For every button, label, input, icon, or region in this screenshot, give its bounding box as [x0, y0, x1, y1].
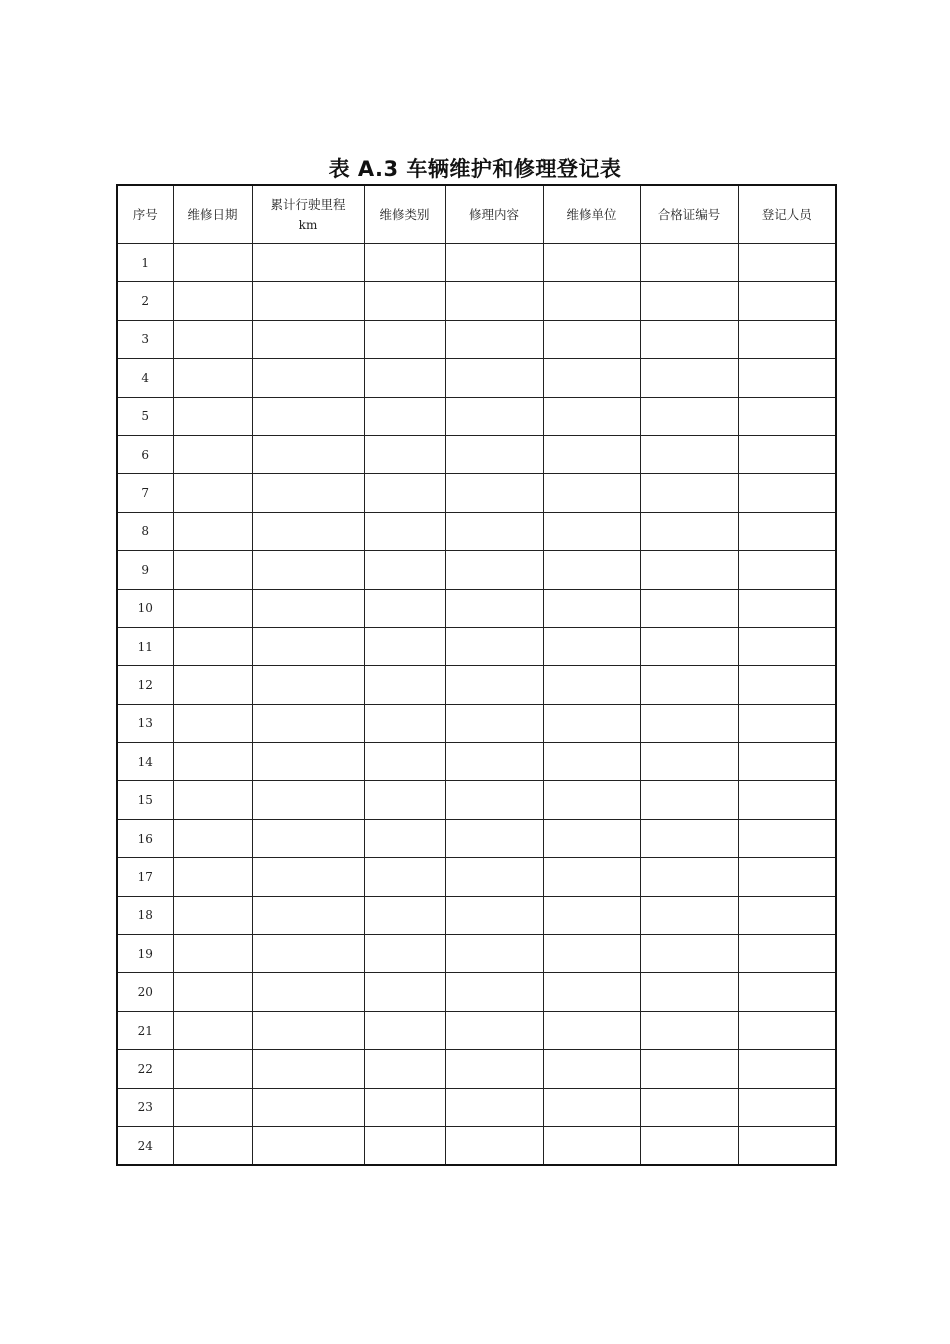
repair-unit-cell[interactable]: [543, 474, 640, 512]
repair-date-cell[interactable]: [173, 935, 252, 973]
header-cumulative-mileage-label: 累计行驶里程: [270, 196, 346, 212]
mileage-cell[interactable]: [252, 819, 364, 857]
table-row: [117, 743, 836, 781]
repair-content-cell[interactable]: [445, 627, 543, 665]
table-row: [117, 1088, 836, 1126]
repair-content-cell[interactable]: [445, 858, 543, 896]
registrar-cell[interactable]: [738, 435, 836, 473]
header-row: [117, 185, 836, 244]
repair-date-cell[interactable]: [173, 474, 252, 512]
repair-content-cell[interactable]: [445, 551, 543, 589]
page-title: 表 A.3 车辆维护和修理登记表: [328, 157, 622, 181]
repair-category-cell[interactable]: [364, 666, 445, 704]
row-number: 24: [117, 1126, 173, 1165]
repair-unit-cell[interactable]: [543, 1126, 640, 1165]
header-cumulative-mileage: [252, 185, 364, 244]
repair-content-cell[interactable]: [445, 1088, 543, 1126]
row-number: 21: [117, 1011, 173, 1049]
repair-unit-cell[interactable]: [543, 320, 640, 358]
mileage-cell[interactable]: [252, 282, 364, 320]
repair-date-cell[interactable]: [173, 1126, 252, 1165]
registrar-cell[interactable]: [738, 1126, 836, 1165]
repair-date-cell[interactable]: [173, 359, 252, 397]
repair-unit-cell[interactable]: [543, 1088, 640, 1126]
repair-content-cell[interactable]: [445, 973, 543, 1011]
mileage-cell[interactable]: [252, 858, 364, 896]
registrar-cell[interactable]: [738, 935, 836, 973]
repair-category-cell[interactable]: [364, 858, 445, 896]
table-body: [117, 244, 836, 1166]
registrar-cell[interactable]: [738, 1011, 836, 1049]
repair-unit-cell[interactable]: [543, 627, 640, 665]
repair-unit-cell[interactable]: [543, 282, 640, 320]
repair-category-cell[interactable]: [364, 282, 445, 320]
table-row: [117, 512, 836, 550]
table-row: [117, 704, 836, 742]
table-row: [117, 435, 836, 473]
certificate-number-cell[interactable]: [640, 819, 738, 857]
header-repair-content: 修理内容: [445, 185, 543, 244]
repair-category-cell[interactable]: [364, 704, 445, 742]
row-number: 6: [117, 435, 173, 473]
repair-unit-cell[interactable]: [543, 1050, 640, 1088]
repair-category-cell[interactable]: [364, 627, 445, 665]
certificate-number-cell[interactable]: [640, 244, 738, 282]
repair-category-cell[interactable]: [364, 781, 445, 819]
table-row: [117, 359, 836, 397]
registrar-cell[interactable]: [738, 1088, 836, 1126]
repair-date-cell[interactable]: [173, 551, 252, 589]
row-number: 2: [117, 282, 173, 320]
table-row: [117, 244, 836, 282]
table-row: [117, 896, 836, 934]
certificate-number-cell[interactable]: [640, 704, 738, 742]
certificate-number-cell[interactable]: [640, 1088, 738, 1126]
certificate-number-cell[interactable]: [640, 589, 738, 627]
header-repair-date: 维修日期: [173, 185, 252, 244]
table-row: [117, 282, 836, 320]
registrar-cell[interactable]: [738, 896, 836, 934]
repair-date-cell[interactable]: [173, 589, 252, 627]
repair-category-cell[interactable]: [364, 512, 445, 550]
row-number: 10: [117, 589, 173, 627]
repair-category-cell[interactable]: [364, 1088, 445, 1126]
certificate-number-cell[interactable]: [640, 474, 738, 512]
mileage-cell[interactable]: [252, 244, 364, 282]
mileage-cell[interactable]: [252, 781, 364, 819]
repair-unit-cell[interactable]: [543, 551, 640, 589]
repair-content-cell[interactable]: [445, 666, 543, 704]
row-number: 16: [117, 819, 173, 857]
repair-category-cell[interactable]: [364, 474, 445, 512]
table-row: [117, 666, 836, 704]
row-number: 3: [117, 320, 173, 358]
certificate-number-cell[interactable]: [640, 282, 738, 320]
table-row: [117, 474, 836, 512]
mileage-cell[interactable]: [252, 512, 364, 550]
repair-content-cell[interactable]: [445, 320, 543, 358]
row-number: 9: [117, 551, 173, 589]
mileage-cell[interactable]: [252, 1050, 364, 1088]
repair-category-cell[interactable]: [364, 1011, 445, 1049]
repair-unit-cell[interactable]: [543, 858, 640, 896]
certificate-number-cell[interactable]: [640, 858, 738, 896]
mileage-cell[interactable]: [252, 397, 364, 435]
repair-category-cell[interactable]: [364, 359, 445, 397]
registrar-cell[interactable]: [738, 244, 836, 282]
repair-category-cell[interactable]: [364, 435, 445, 473]
registrar-cell[interactable]: [738, 858, 836, 896]
header-registrar: 登记人员: [738, 185, 836, 244]
repair-content-cell[interactable]: [445, 282, 543, 320]
repair-content-cell[interactable]: [445, 589, 543, 627]
table-row: [117, 973, 836, 1011]
mileage-cell[interactable]: [252, 935, 364, 973]
mileage-cell[interactable]: [252, 1011, 364, 1049]
repair-content-cell[interactable]: [445, 397, 543, 435]
row-number: 19: [117, 935, 173, 973]
repair-content-cell[interactable]: [445, 244, 543, 282]
certificate-number-cell[interactable]: [640, 435, 738, 473]
repair-content-cell[interactable]: [445, 1011, 543, 1049]
certificate-number-cell[interactable]: [640, 1050, 738, 1088]
certificate-number-cell[interactable]: [640, 397, 738, 435]
registrar-cell[interactable]: [738, 1050, 836, 1088]
repair-date-cell[interactable]: [173, 666, 252, 704]
maintenance-register-table: [116, 184, 837, 1166]
mileage-cell[interactable]: [252, 320, 364, 358]
mileage-cell[interactable]: [252, 474, 364, 512]
certificate-number-cell[interactable]: [640, 320, 738, 358]
repair-date-cell[interactable]: [173, 743, 252, 781]
table-row: [117, 589, 836, 627]
repair-unit-cell[interactable]: [543, 397, 640, 435]
certificate-number-cell[interactable]: [640, 666, 738, 704]
repair-category-cell[interactable]: [364, 935, 445, 973]
repair-date-cell[interactable]: [173, 819, 252, 857]
row-number: 13: [117, 704, 173, 742]
mileage-cell[interactable]: [252, 551, 364, 589]
repair-content-cell[interactable]: [445, 435, 543, 473]
repair-category-cell[interactable]: [364, 244, 445, 282]
row-number: 4: [117, 359, 173, 397]
repair-date-cell[interactable]: [173, 512, 252, 550]
mileage-cell[interactable]: [252, 589, 364, 627]
header-repair-category: 维修类别: [364, 185, 445, 244]
certificate-number-cell[interactable]: [640, 627, 738, 665]
repair-date-cell[interactable]: [173, 1011, 252, 1049]
row-number: 17: [117, 858, 173, 896]
repair-unit-cell[interactable]: [543, 743, 640, 781]
registrar-cell[interactable]: [738, 704, 836, 742]
table-row: [117, 1126, 836, 1165]
certificate-number-cell[interactable]: [640, 781, 738, 819]
repair-unit-cell[interactable]: [543, 935, 640, 973]
repair-content-cell[interactable]: [445, 474, 543, 512]
repair-content-cell[interactable]: [445, 743, 543, 781]
repair-date-cell[interactable]: [173, 282, 252, 320]
certificate-number-cell[interactable]: [640, 743, 738, 781]
repair-date-cell[interactable]: [173, 244, 252, 282]
mileage-cell[interactable]: [252, 627, 364, 665]
mileage-cell[interactable]: [252, 1126, 364, 1165]
certificate-number-cell[interactable]: [640, 512, 738, 550]
repair-unit-cell[interactable]: [543, 589, 640, 627]
certificate-number-cell[interactable]: [640, 935, 738, 973]
repair-unit-cell[interactable]: [543, 512, 640, 550]
repair-content-cell[interactable]: [445, 935, 543, 973]
registrar-cell[interactable]: [738, 627, 836, 665]
repair-category-cell[interactable]: [364, 397, 445, 435]
registrar-cell[interactable]: [738, 819, 836, 857]
header-certificate-number: 合格证编号: [640, 185, 738, 244]
repair-category-cell[interactable]: [364, 1050, 445, 1088]
repair-category-cell[interactable]: [364, 589, 445, 627]
row-number: 1: [117, 244, 173, 282]
repair-content-cell[interactable]: [445, 512, 543, 550]
row-number: 14: [117, 743, 173, 781]
registrar-cell[interactable]: [738, 512, 836, 550]
repair-date-cell[interactable]: [173, 781, 252, 819]
registrar-cell[interactable]: [738, 666, 836, 704]
registrar-cell[interactable]: [738, 397, 836, 435]
certificate-number-cell[interactable]: [640, 896, 738, 934]
mileage-cell[interactable]: [252, 1088, 364, 1126]
repair-date-cell[interactable]: [173, 1050, 252, 1088]
certificate-number-cell[interactable]: [640, 551, 738, 589]
row-number: 23: [117, 1088, 173, 1126]
registrar-cell[interactable]: [738, 551, 836, 589]
repair-content-cell[interactable]: [445, 781, 543, 819]
repair-category-cell[interactable]: [364, 551, 445, 589]
repair-date-cell[interactable]: [173, 973, 252, 1011]
certificate-number-cell[interactable]: [640, 1011, 738, 1049]
row-number: 11: [117, 627, 173, 665]
repair-date-cell[interactable]: [173, 627, 252, 665]
registrar-cell[interactable]: [738, 320, 836, 358]
repair-date-cell[interactable]: [173, 397, 252, 435]
repair-unit-cell[interactable]: [543, 244, 640, 282]
repair-category-cell[interactable]: [364, 896, 445, 934]
repair-unit-cell[interactable]: [543, 704, 640, 742]
repair-content-cell[interactable]: [445, 359, 543, 397]
repair-category-cell[interactable]: [364, 320, 445, 358]
mileage-cell[interactable]: [252, 896, 364, 934]
table-row: [117, 1011, 836, 1049]
registrar-cell[interactable]: [738, 474, 836, 512]
certificate-number-cell[interactable]: [640, 973, 738, 1011]
table-row: [117, 935, 836, 973]
header-repair-unit: 维修单位: [543, 185, 640, 244]
repair-date-cell[interactable]: [173, 858, 252, 896]
registrar-cell[interactable]: [738, 743, 836, 781]
repair-unit-cell[interactable]: [543, 359, 640, 397]
certificate-number-cell[interactable]: [640, 1126, 738, 1165]
table-row: [117, 781, 836, 819]
repair-unit-cell[interactable]: [543, 1011, 640, 1049]
repair-category-cell[interactable]: [364, 819, 445, 857]
repair-unit-cell[interactable]: [543, 896, 640, 934]
row-number: 20: [117, 973, 173, 1011]
repair-date-cell[interactable]: [173, 1088, 252, 1126]
row-number: 12: [117, 666, 173, 704]
table-row: [117, 397, 836, 435]
registrar-cell[interactable]: [738, 781, 836, 819]
repair-unit-cell[interactable]: [543, 973, 640, 1011]
repair-category-cell[interactable]: [364, 1126, 445, 1165]
certificate-number-cell[interactable]: [640, 359, 738, 397]
header-cumulative-mileage-unit: km: [298, 217, 318, 232]
repair-unit-cell[interactable]: [543, 435, 640, 473]
repair-date-cell[interactable]: [173, 704, 252, 742]
repair-unit-cell[interactable]: [543, 666, 640, 704]
table-row: [117, 627, 836, 665]
mileage-cell[interactable]: [252, 359, 364, 397]
repair-content-cell[interactable]: [445, 704, 543, 742]
row-number: 18: [117, 896, 173, 934]
repair-category-cell[interactable]: [364, 973, 445, 1011]
row-number: 8: [117, 512, 173, 550]
table-row: [117, 551, 836, 589]
table-row: [117, 320, 836, 358]
repair-unit-cell[interactable]: [543, 781, 640, 819]
registrar-cell[interactable]: [738, 359, 836, 397]
mileage-cell[interactable]: [252, 435, 364, 473]
repair-date-cell[interactable]: [173, 320, 252, 358]
repair-date-cell[interactable]: [173, 435, 252, 473]
repair-content-cell[interactable]: [445, 1126, 543, 1165]
mileage-cell[interactable]: [252, 743, 364, 781]
row-number: 5: [117, 397, 173, 435]
repair-content-cell[interactable]: [445, 1050, 543, 1088]
row-number: 7: [117, 474, 173, 512]
table-row: [117, 819, 836, 857]
row-number: 22: [117, 1050, 173, 1088]
registrar-cell[interactable]: [738, 973, 836, 1011]
repair-content-cell[interactable]: [445, 819, 543, 857]
repair-category-cell[interactable]: [364, 743, 445, 781]
mileage-cell[interactable]: [252, 973, 364, 1011]
repair-date-cell[interactable]: [173, 896, 252, 934]
registrar-cell[interactable]: [738, 282, 836, 320]
mileage-cell[interactable]: [252, 704, 364, 742]
row-number: 15: [117, 781, 173, 819]
table-row: [117, 858, 836, 896]
repair-content-cell[interactable]: [445, 896, 543, 934]
mileage-cell[interactable]: [252, 666, 364, 704]
registrar-cell[interactable]: [738, 589, 836, 627]
header-serial-number: 序号: [117, 185, 173, 244]
table-row: [117, 1050, 836, 1088]
repair-unit-cell[interactable]: [543, 819, 640, 857]
